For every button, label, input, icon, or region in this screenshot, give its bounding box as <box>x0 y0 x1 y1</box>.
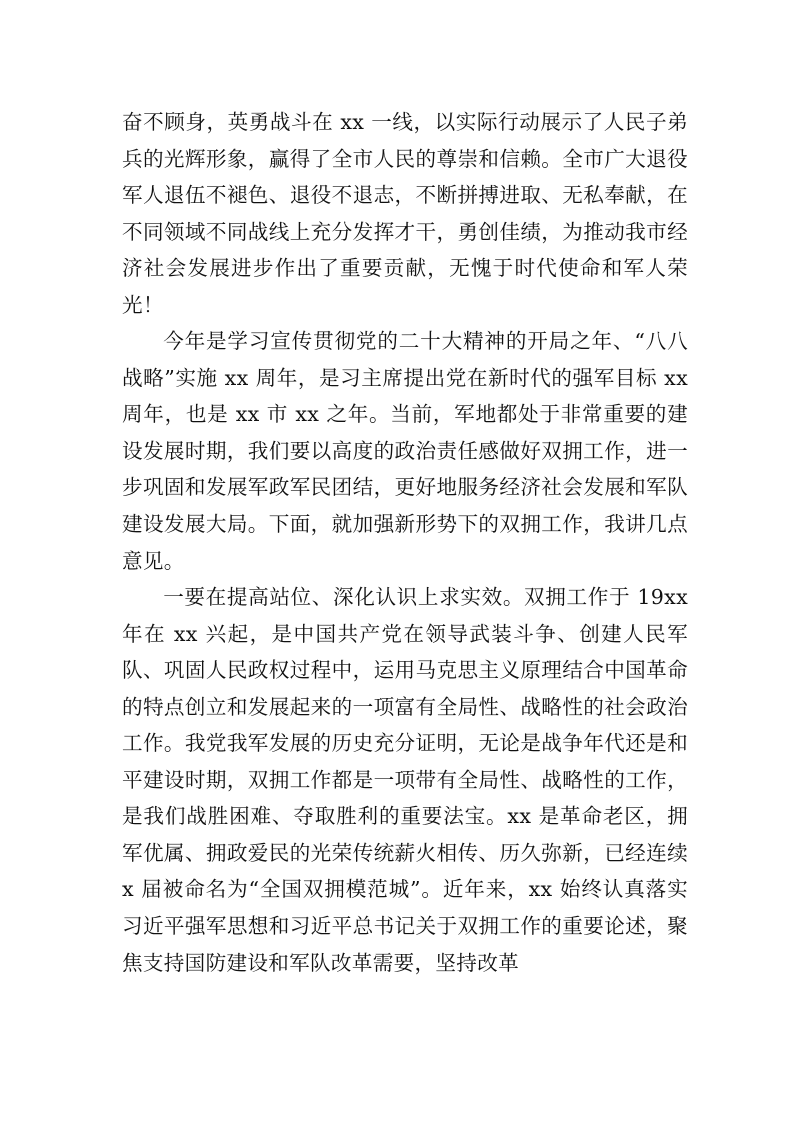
paragraph-continued: 奋不顾身，英勇战斗在 xx 一线，以实际行动展示了人民子弟兵的光辉形象，赢得了全市人民的尊崇和信赖。全市广大退役军人退伍不褪色、退役不退志，不断拼搏进取、无私奉献，在不同领域不同战线上充分发挥才干，勇创佳绩，为推动我市经济社会发展进步作出了重要贡献，无愧于时代使命和军人荣光！ <box>122 110 688 317</box>
paragraph-point-one: 一要在提高站位、深化认识上求实效。双拥工作于 19xx 年在 xx 兴起，是中国共产党在领导武装斗争、创建人民军队、巩固人民政权过程中，运用马克思主义原理结合中国革命的特点创立和发展起来的一项富有全局性、战略性的社会政治工作。我党我军发展的历史充分证明，无论是战争年代还是和平建设时期，双拥工作都是一项带有全局性、战略性的工作，是我们战胜困难、夺取胜利的重要法宝。xx 是革命老区，拥军优属、拥政爱民的光荣传统薪火相传、历久弥新，已经连续 x 届被命名为“全国双拥模范城”。近年来，xx 始终认真落实习近平强军思想和习近平总书记关于双拥工作的重要论述，聚焦支持国防建设和军队改革需要，坚持改革 <box>122 585 688 975</box>
document-body <box>122 104 688 981</box>
paragraph-this-year: 今年是学习宣传贯彻党的二十大精神的开局之年、“八八战略”实施 xx 周年，是习主席提出党在新时代的强军目标 xx 周年，也是 xx 市 xx 之年。当前，军地都处于非常重要的建设发展时期，我们要以高度的政治责任感做好双拥工作，进一步巩固和发展军政军民团结，更好地服务经济社会发展和军队建设发展大局。下面，就加强新形势下的双拥工作，我讲几点意见。 <box>122 329 688 573</box>
